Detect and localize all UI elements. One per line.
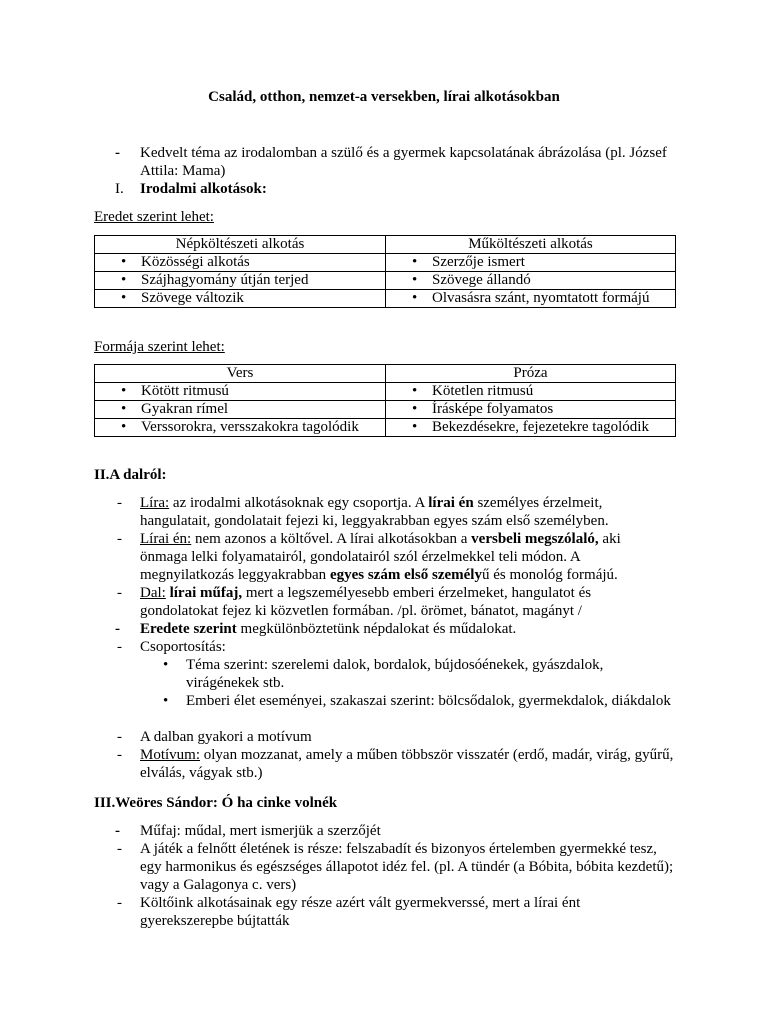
bold-text: egyes szám első személy — [329, 567, 482, 583]
dash-bullet: - — [115, 823, 120, 839]
table-cell — [386, 254, 676, 272]
cell-text: Olvasásra szánt, nyomtatott formájú — [432, 290, 650, 306]
cell-text: Szerzője ismert — [432, 254, 525, 270]
table-cell — [95, 290, 386, 308]
table-cell — [95, 419, 386, 437]
dash-bullet: - — [117, 729, 122, 745]
text: aki önmaga lelki folyamatairól, gondolatairól szól érzelmekkel teli módon. A megnyilatkozás leggyakrabban — [140, 531, 621, 583]
cell-text: Verssorokra, versszakokra tagolódik — [141, 419, 359, 435]
table-cell — [386, 401, 676, 419]
table-cell — [95, 401, 386, 419]
table-cell — [386, 419, 676, 437]
table-cell — [386, 383, 676, 401]
origin-label: Eredet szerint lehet: — [94, 209, 214, 225]
cell-text: Közösségi alkotás — [141, 254, 250, 270]
column-header: Vers — [95, 365, 386, 383]
bold-text: versbeli megszólaló, — [471, 531, 599, 547]
text: mert a legszemélyesebb emberi érzelmeket, hangulatot és gondolatokat fejez ki közvetlen formában. /pl. örömet, bánatot, magányt / — [140, 585, 592, 619]
column-header: Népköltészeti alkotás — [95, 236, 386, 254]
list-item: A játék a felnőtt életének is része: felszabadít és bizonyos értelemben gyermekké tesz, egy harmonikus és egészséges állapotot idéz fel. (pl. A tündér (a Bóbita, bóbita kezdetű); vagy a Galagonya c. vers) — [140, 841, 674, 893]
bullet-icon: • — [121, 290, 127, 306]
bullet-icon: • — [121, 272, 127, 288]
lirai-en-paragraph — [140, 530, 670, 584]
table-row — [95, 254, 676, 272]
table-cell — [386, 272, 676, 290]
eredete-paragraph — [140, 620, 685, 638]
term: Motívum: — [140, 747, 201, 763]
term: Lírai én: — [140, 531, 192, 547]
dash-bullet: - — [117, 841, 122, 857]
section-heading: III.Weöres Sándor: Ó ha cinke volnék — [94, 795, 338, 811]
table-header-row — [95, 236, 676, 254]
lira-paragraph — [140, 494, 675, 530]
section-number: I. — [115, 181, 124, 197]
table-cell — [95, 272, 386, 290]
text: ű és monológ formájú. — [481, 567, 618, 583]
bullet-icon: • — [412, 290, 418, 306]
csoportositas-label: Csoportosítás: — [140, 639, 226, 655]
bullet-icon: • — [121, 401, 127, 417]
document-title: Család, otthon, nemzet-a versekben, lírai alkotásokban — [208, 89, 560, 105]
column-header: Műköltészeti alkotás — [386, 236, 676, 254]
dash-bullet: - — [117, 747, 122, 763]
bullet-icon: • — [121, 383, 127, 399]
text: személyes érzelmeit, hangulatait, gondolatait fejezi ki, leggyakrabban egyes szám első személyben. — [140, 495, 609, 529]
cell-text: Kötetlen ritmusú — [432, 383, 534, 399]
list-item: Műfaj: műdal, mert ismerjük a szerzőjét — [140, 823, 381, 839]
dal-paragraph — [140, 584, 665, 620]
column-header: Próza — [386, 365, 676, 383]
table-row — [95, 383, 676, 401]
dash-bullet: - — [115, 145, 120, 161]
text: az irodalmi alkotásoknak egy csoportja. A — [169, 495, 429, 511]
dash-bullet: - — [117, 495, 122, 511]
bullet-icon: • — [412, 383, 418, 399]
bold-text: lírai műfaj, — [169, 585, 243, 601]
text: megkülönböztetünk népdalokat és műdalokat. — [236, 621, 517, 637]
origin-table — [94, 235, 676, 308]
cell-text: Bekezdésekre, fejezetekre tagolódik — [432, 419, 649, 435]
term: Líra: — [140, 495, 170, 511]
bold-text: lírai én — [428, 495, 474, 511]
dash-bullet: - — [117, 639, 122, 655]
dash-bullet: - — [117, 585, 122, 601]
cell-text: Kötött ritmusú — [141, 383, 229, 399]
form-table — [94, 364, 676, 437]
bullet-icon: • — [412, 272, 418, 288]
sub-list-item: Emberi élet eseményei, szakaszai szerint: bölcsődalok, gyermekdalok, diákdalok — [186, 693, 671, 709]
cell-text: Szövege állandó — [432, 272, 531, 288]
cell-text: Gyakran rímel — [141, 401, 229, 417]
term: Dal: — [140, 585, 166, 601]
bullet-icon: • — [121, 419, 127, 435]
table-cell — [95, 254, 386, 272]
motivum-intro: A dalban gyakori a motívum — [140, 729, 312, 745]
cell-text: Szájhagyomány útján terjed — [141, 272, 309, 288]
dash-bullet: - — [117, 895, 122, 911]
bullet-icon: • — [121, 254, 127, 270]
table-cell — [95, 383, 386, 401]
cell-text: Szövege változik — [141, 290, 244, 306]
form-label: Formája szerint lehet: — [94, 339, 225, 355]
text: nem azonos a költővel. A lírai alkotásokban a — [191, 531, 472, 547]
table-row — [95, 272, 676, 290]
text: olyan mozzanat, amely a műben többször visszatér (erdő, madár, virág, gyűrű, elválás, vágyak stb.) — [140, 747, 674, 781]
table-row — [95, 419, 676, 437]
dash-bullet: - — [117, 531, 122, 547]
table-header-row — [95, 365, 676, 383]
sub-list-item: Téma szerint: szerelemi dalok, bordalok, bújdosóénekek, gyászdalok, virágénekek stb. — [186, 657, 604, 691]
table-row — [95, 290, 676, 308]
intro-paragraph: Kedvelt téma az irodalomban a szülő és a gyermek kapcsolatának ábrázolása (pl. József Attila: Mama) — [140, 145, 667, 179]
table-row — [95, 401, 676, 419]
motivum-paragraph — [140, 746, 675, 782]
section-heading: II.A dalról: — [94, 467, 167, 483]
list-item: Költőink alkotásainak egy része azért vált gyermekverssé, mert a lírai ént gyerekszerepbe bújtatták — [140, 895, 581, 929]
bullet-icon: • — [163, 657, 169, 673]
bullet-icon: • — [412, 419, 418, 435]
bullet-icon: • — [412, 254, 418, 270]
bullet-icon: • — [412, 401, 418, 417]
section-heading: Irodalmi alkotások: — [140, 181, 267, 197]
dash-bullet: - — [115, 621, 120, 637]
cell-text: Írásképe folyamatos — [432, 401, 554, 417]
bold-text: Eredete szerint — [140, 621, 237, 637]
table-cell — [386, 290, 676, 308]
bullet-icon: • — [163, 693, 169, 709]
